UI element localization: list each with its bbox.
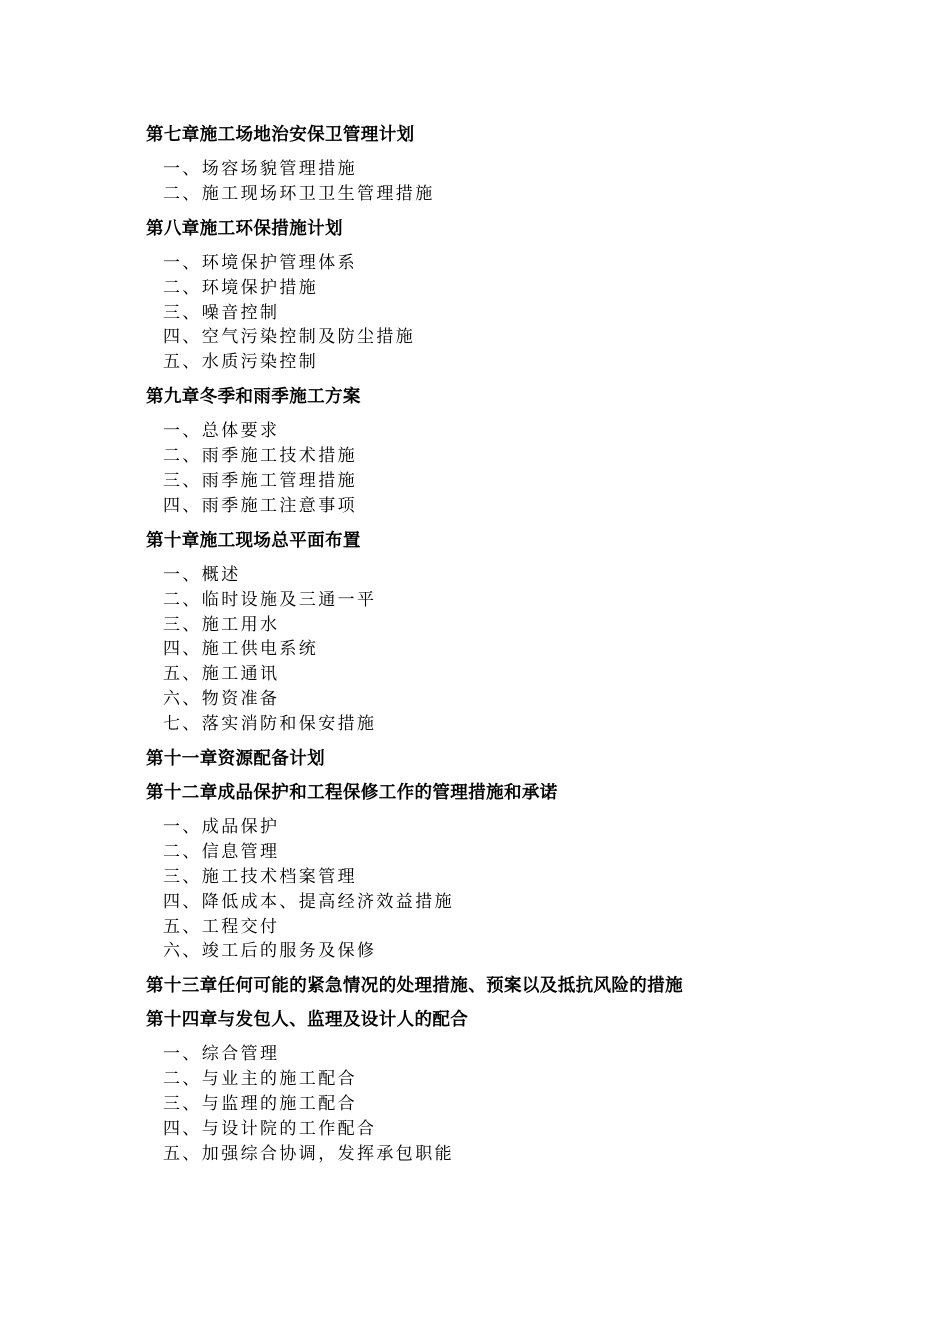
- section-item: 三、施工技术档案管理: [163, 866, 357, 887]
- section-item: 一、场容场貌管理措施: [163, 159, 357, 179]
- section-item: 一、环境保护管理体系: [163, 252, 357, 273]
- chapter-title: 第十三章任何可能的紧急情况的处理措施、预案以及抵抗风险的措施: [146, 976, 683, 997]
- section-item: 三、与监理的施工配合: [163, 1094, 357, 1115]
- section-list: [146, 419, 906, 519]
- chapter-12: [146, 781, 906, 964]
- chapter-title: 第十一章资源配备计划: [146, 749, 325, 770]
- chapter-10: [146, 529, 906, 737]
- section-item: 二、临时设施及三通一平: [163, 589, 377, 610]
- section-item: 六、竣工后的服务及保修: [163, 941, 377, 962]
- chapter-8: [146, 217, 906, 375]
- section-item: 五、加强综合协调，发挥承包职能: [163, 1143, 454, 1164]
- section-item: 三、施工用水: [163, 614, 280, 635]
- section-list: [146, 251, 906, 375]
- section-item: 三、噪音控制: [163, 302, 280, 323]
- section-item: 四、与设计院的工作配合: [163, 1119, 377, 1140]
- section-item: 五、施工通讯: [163, 664, 280, 685]
- chapter-title: 第十章施工现场总平面布置: [146, 530, 361, 551]
- chapter-title: 第七章施工场地治安保卫管理计划: [146, 125, 415, 145]
- chapter-11: [146, 747, 906, 771]
- section-item: 二、信息管理: [163, 841, 280, 862]
- section-item: 一、概述: [163, 564, 241, 585]
- section-item: 一、综合管理: [163, 1044, 280, 1065]
- section-list: [146, 563, 906, 737]
- section-item: 二、雨季施工技术措施: [163, 446, 357, 467]
- section-item: 七、落实消防和保安措施: [163, 714, 377, 735]
- section-item: 四、施工供电系统: [163, 639, 319, 660]
- section-item: 六、物资准备: [163, 689, 280, 710]
- section-item: 四、雨季施工注意事项: [163, 495, 357, 516]
- chapter-title: 第九章冬季和雨季施工方案: [146, 387, 361, 408]
- section-list: [146, 157, 906, 207]
- chapter-9: [146, 385, 906, 519]
- section-item: 二、与业主的施工配合: [163, 1069, 357, 1090]
- table-of-contents: [146, 123, 906, 1177]
- section-item: 一、总体要求: [163, 421, 280, 442]
- section-item: 三、雨季施工管理措施: [163, 471, 357, 492]
- section-item: 五、工程交付: [163, 916, 280, 937]
- chapter-title: 第十四章与发包人、监理及设计人的配合: [146, 1010, 469, 1031]
- section-item: 四、空气污染控制及防尘措施: [163, 327, 416, 348]
- section-list: [146, 1042, 906, 1166]
- section-item: 二、施工现场环卫卫生管理措施: [163, 183, 435, 204]
- section-item: 五、水质污染控制: [163, 352, 319, 373]
- chapter-13: [146, 974, 906, 998]
- chapter-title: 第八章施工环保措施计划: [146, 218, 343, 239]
- chapter-7: [146, 123, 906, 207]
- chapter-14: [146, 1008, 906, 1166]
- section-list: [146, 815, 906, 964]
- section-item: 二、环境保护措施: [163, 277, 319, 298]
- section-item: 四、降低成本、提高经济效益措施: [163, 891, 454, 912]
- chapter-title: 第十二章成品保护和工程保修工作的管理措施和承诺: [146, 783, 558, 804]
- section-item: 一、成品保护: [163, 817, 280, 838]
